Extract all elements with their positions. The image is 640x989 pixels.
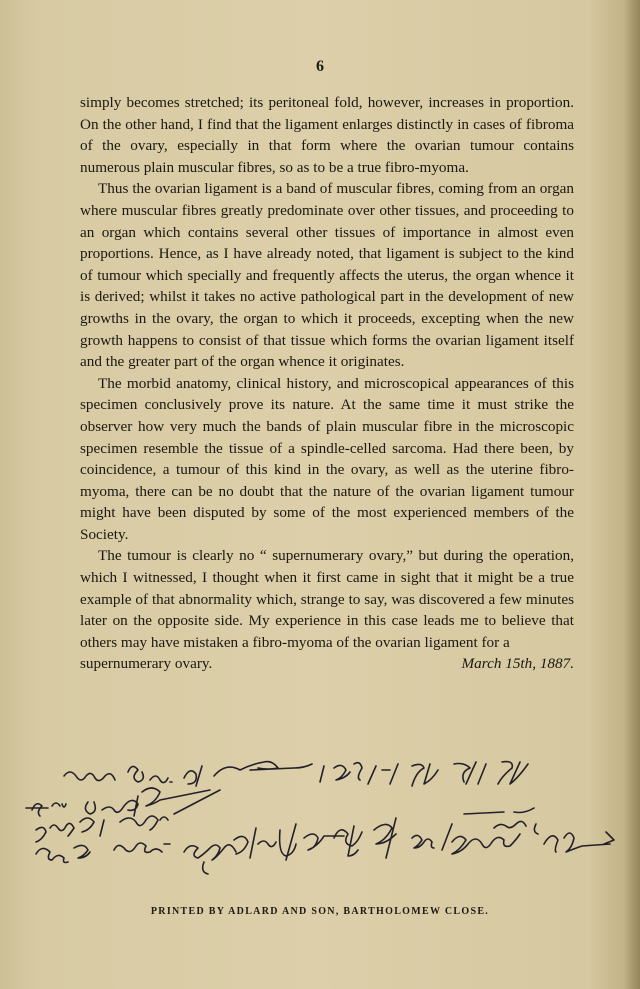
closing-line: [80, 653, 574, 675]
paragraph-3: The morbid anatomy, clinical history, and microscopical appearances of this specimen conclusively prove its nature. At the same time it must strike the observer how very much the bands of plain muscular fibre in the microscopic specimen resemble the tissue of a spindle-celled sarcoma. Had there been, by coincidence, a tumour of this kind in the ovary, as well as the uterine fibro-myoma, there can be no doubt that the nature of the ovarian ligament tumour might have been disputed by some of the most experienced members of the Society.: [80, 374, 574, 543]
paragraph-2: Thus the ovarian ligament is a band of muscular fibres, coming from an organ where muscular fibres greatly predominate over other tissues, and proceeding to an organ which contains several other tissues of importance in almost even proportions. Hence, as I have already noted, that ligament is subject to the kind of tumour which specially and frequently affects the uterus, the organ whence it is derived; whilst it takes no active pathological part in the development of new growths in the ovary, the organ to which it proceeds, excepting when the new growth happens to consist of that tissue which forms the ovarian ligament itself and the greater part of the organ whence it originates.: [80, 180, 574, 371]
handwriting-scribble-icon: [24, 758, 624, 876]
handwritten-inscription: [24, 758, 624, 876]
paragraph-4: The tumour is clearly no “ supernumerary ovary,” but during the operation, which I witnessed, I thought when it first came in sight that it might be a true example of that abnormality which, strange to say, was discovered a few minutes later on the opposite side. My experience in this case leads me to believe that others may have mistaken a fibro-myoma of the ovarian ligament for a: [80, 547, 574, 651]
page-edge-shadow: [624, 0, 640, 989]
closing-text: supernumerary ovary.: [80, 655, 213, 673]
date-line: March 15th, 1887.: [461, 655, 574, 673]
page-number: 6: [316, 58, 324, 75]
body-text: [80, 92, 574, 675]
printer-imprint: PRINTED BY ADLARD AND SON, BARTHOLOMEW CLOSE.: [150, 906, 490, 917]
paragraph-1: simply becomes stretched; its peritoneal fold, however, increases in proportion. On the other hand, I find that the ligament enlarges distinctly in cases of fibroma of the ovary, especially in that form where the ovarian tumour contains numerous plain muscular fibres, so as to be a true fibro-myoma.: [80, 94, 574, 176]
